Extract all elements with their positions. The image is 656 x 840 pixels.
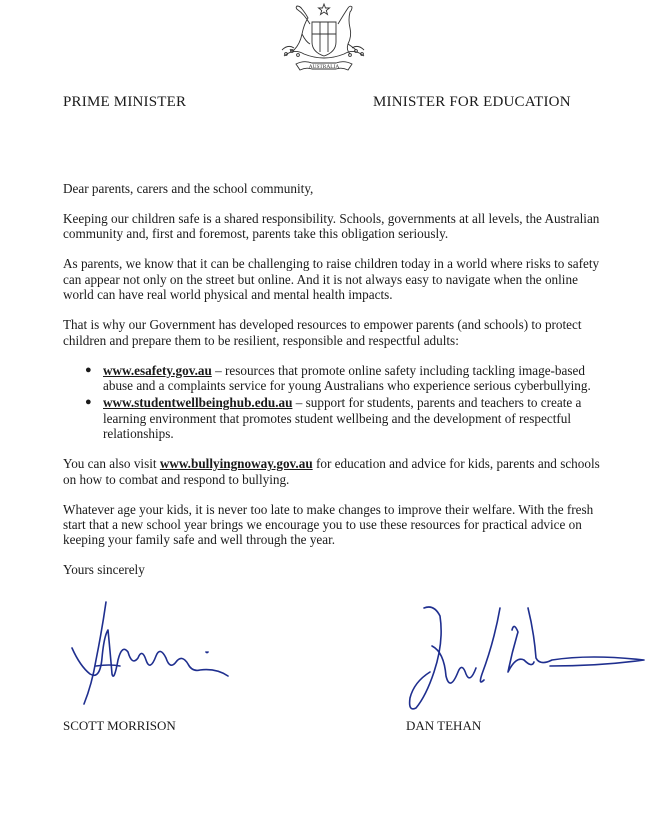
crest-motto: AUSTRALIA: [308, 64, 340, 70]
paragraph-1: Keeping our children safe is a shared responsibility. Schools, governments at all levels, the Australian community and, first and foremost, parents take this obligation seriously.: [63, 211, 600, 242]
tehan-name: DAN TEHAN: [406, 718, 482, 733]
prime-minister-title: PRIME MINISTER: [63, 94, 187, 110]
resource-item-esafety: [85, 362, 603, 394]
salutation: Dear parents, carers and the school community,: [63, 181, 314, 196]
morrison-signature: [66, 600, 246, 710]
also-visit-suffix: for education and advice for kids, parents and schools on how to combat and respond to bullying.: [63, 456, 600, 487]
resource-item-studentwellbeinghub: [85, 395, 603, 442]
paragraph-also-visit: [63, 456, 603, 487]
esafety-description: – resources that promote online safety including tackling image-based abuse and a complaints service for young Australians who experience serious cyberbullying.: [103, 362, 591, 394]
also-visit-prefix: You can also visit: [63, 456, 160, 472]
bullet-icon: ●: [85, 363, 92, 376]
esafety-link[interactable]: www.esafety.gov.au: [103, 362, 212, 378]
closing: Yours sincerely: [63, 562, 145, 578]
studentwellbeinghub-link[interactable]: www.studentwellbeinghub.edu.au: [103, 395, 293, 411]
morrison-name: SCOTT MORRISON: [63, 718, 176, 733]
resource-list: [63, 363, 603, 442]
studentwellbeinghub-description: – support for students, parents and teachers to create a learning environment that promotes student wellbeing and the development of respectful relationships.: [103, 395, 582, 442]
paragraph-final: Whatever age your kids, it is never too late to make changes to improve their welfare. With the fresh start that a new school year brings we encourage you to use these resources for practical advice on keeping your family safe and well through the year.: [63, 501, 594, 548]
paragraph-2: As parents, we know that it can be challenging to raise children today in a world where risks to safety can appear not only on the street but online. And it is not always easy to navigate when the online world can have real world physical and mental health impacts.: [63, 256, 600, 303]
letter-body: [63, 181, 603, 592]
bullet-icon: ●: [85, 396, 92, 409]
education-minister-title: MINISTER FOR EDUCATION: [373, 94, 571, 110]
bullyingnoway-link[interactable]: www.bullyingnoway.gov.au: [159, 456, 313, 472]
paragraph-3: That is why our Government has developed resources to empower parents (and schools) to protect children and prepare them to be resilient, responsible and respectful adults:: [63, 317, 582, 348]
coat-of-arms-icon: [264, 0, 384, 78]
tehan-signature: [400, 602, 650, 714]
